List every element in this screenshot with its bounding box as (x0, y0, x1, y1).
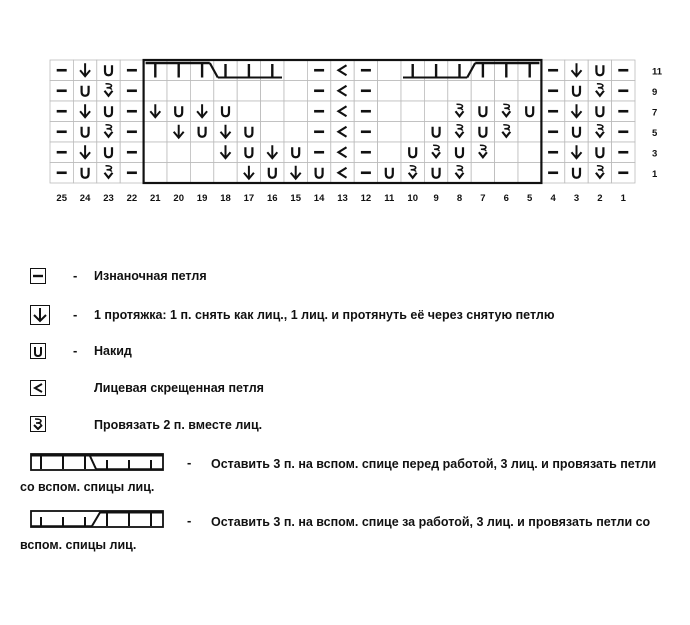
column-number: 14 (313, 193, 325, 204)
legend-yarn-over-text: Накид (94, 344, 132, 358)
row-number: 1 (652, 168, 658, 180)
column-number: 15 (290, 193, 301, 204)
column-number: 5 (527, 193, 533, 204)
yarn-over-icon (30, 343, 46, 359)
column-number: 9 (433, 193, 439, 204)
column-number: 13 (337, 193, 348, 204)
row-number: 3 (652, 148, 658, 160)
column-number: 21 (150, 193, 161, 204)
legend-cable-back-line1: Оставить 3 п. на вспом. спице за работой, 3 лиц. и провязать петли со (211, 515, 651, 529)
column-number: 19 (196, 193, 208, 204)
k2tog-icon (30, 416, 46, 432)
legend-dash: - (187, 455, 192, 470)
column-number: 25 (56, 193, 67, 204)
column-number: 7 (480, 193, 486, 204)
decrease-icon (30, 305, 50, 325)
column-number: 11 (384, 193, 395, 204)
column-number: 18 (220, 193, 231, 204)
legend-dash: - (73, 307, 78, 322)
column-number: 1 (620, 193, 626, 204)
purl-icon (30, 268, 46, 284)
legend-k2tog-text: Провязать 2 п. вместе лиц. (94, 418, 263, 432)
legend-twisted-text: Лицевая скрещенная петля (94, 381, 264, 395)
column-number: 12 (360, 193, 372, 204)
legend-dash: - (73, 343, 78, 358)
column-number: 8 (456, 193, 463, 204)
column-number: 4 (550, 193, 556, 204)
legend-dash: - (187, 513, 192, 528)
legend-purl-text: Изнаночная петля (94, 269, 207, 283)
cable-back-icon (30, 510, 164, 533)
cable-front-icon (30, 453, 164, 476)
column-number: 10 (407, 193, 418, 204)
legend-cable-front-line1: Оставить 3 п. на вспом. спице перед работой, 3 лиц. и провязать петли (211, 457, 657, 471)
column-number: 2 (597, 193, 603, 204)
legend-cable-back-line2: вспом. спицы лиц. (20, 538, 137, 552)
column-number: 17 (243, 193, 255, 204)
column-number: 16 (267, 193, 278, 204)
legend-dash: - (73, 268, 78, 283)
legend-cable-front-line2: со вспом. спицы лиц. (20, 480, 155, 494)
row-number: 11 (652, 66, 663, 78)
column-number: 22 (126, 193, 138, 204)
column-number: 20 (173, 193, 184, 204)
column-number: 23 (103, 193, 114, 204)
twisted-knit-icon (30, 380, 46, 396)
row-number: 7 (652, 107, 658, 119)
row-number: 5 (652, 127, 658, 139)
row-number: 9 (652, 86, 658, 98)
column-number: 6 (503, 193, 509, 204)
column-number: 3 (573, 193, 580, 204)
column-number: 24 (79, 193, 91, 204)
legend-decrease-text: 1 протяжка: 1 п. снять как лиц., 1 лиц. и протянуть её через снятую петлю (94, 308, 555, 322)
